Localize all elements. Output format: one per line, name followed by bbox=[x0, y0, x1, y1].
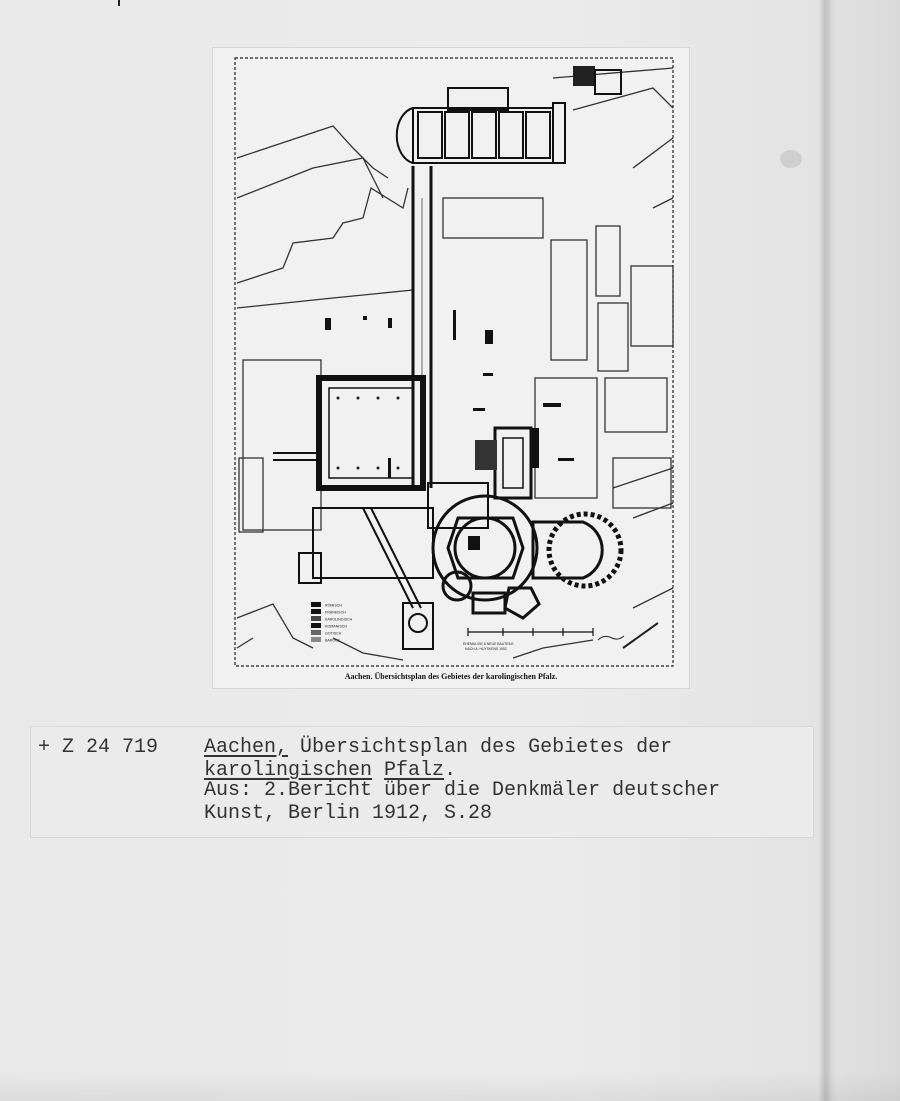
legend-label: FRÄNKISCH bbox=[325, 610, 346, 615]
stain-spot bbox=[780, 150, 802, 168]
legend-label: GOTISCH bbox=[325, 631, 342, 636]
legend-label: ROMANISCH bbox=[325, 624, 347, 629]
title-underlined-word: Pfalz bbox=[384, 759, 445, 782]
source-line-2: Kunst, Berlin 1912, S.28 bbox=[204, 802, 493, 825]
title-period: . bbox=[444, 759, 457, 782]
plan-photograph bbox=[213, 48, 689, 688]
site-plan-drawing bbox=[213, 48, 689, 688]
title-underlined-word: karolingischen bbox=[204, 759, 373, 782]
plan-credit-line: NACH A. HUYSKENS 1902 bbox=[465, 647, 507, 651]
catalog-entry-title-line bbox=[204, 737, 672, 759]
card-fold-shadow bbox=[818, 0, 832, 1101]
legend-swatches bbox=[311, 602, 321, 642]
signature-mark bbox=[598, 636, 624, 640]
place-name: Aachen, bbox=[204, 736, 289, 759]
plate-caption: Aachen. Übersichtsplan des Gebietes der karolingischen Pfalz. bbox=[344, 672, 558, 681]
plan-credit-line: EHEMALIGE & NEUE BAUTEILE bbox=[463, 642, 514, 646]
legend-label: RÖMISCH bbox=[325, 603, 342, 608]
bottom-shade bbox=[0, 1071, 900, 1101]
title-text: Übersichtsplan des Gebietes der bbox=[300, 736, 673, 759]
corner-mark bbox=[118, 0, 120, 6]
inventory-number: + Z 24 719 bbox=[38, 736, 159, 759]
source-line: Aus: 2.Bericht über die Denkmäler deutscher bbox=[204, 779, 721, 802]
legend-label: BAROCK bbox=[325, 638, 341, 643]
legend-label: KAROLINGISCH bbox=[325, 617, 353, 622]
